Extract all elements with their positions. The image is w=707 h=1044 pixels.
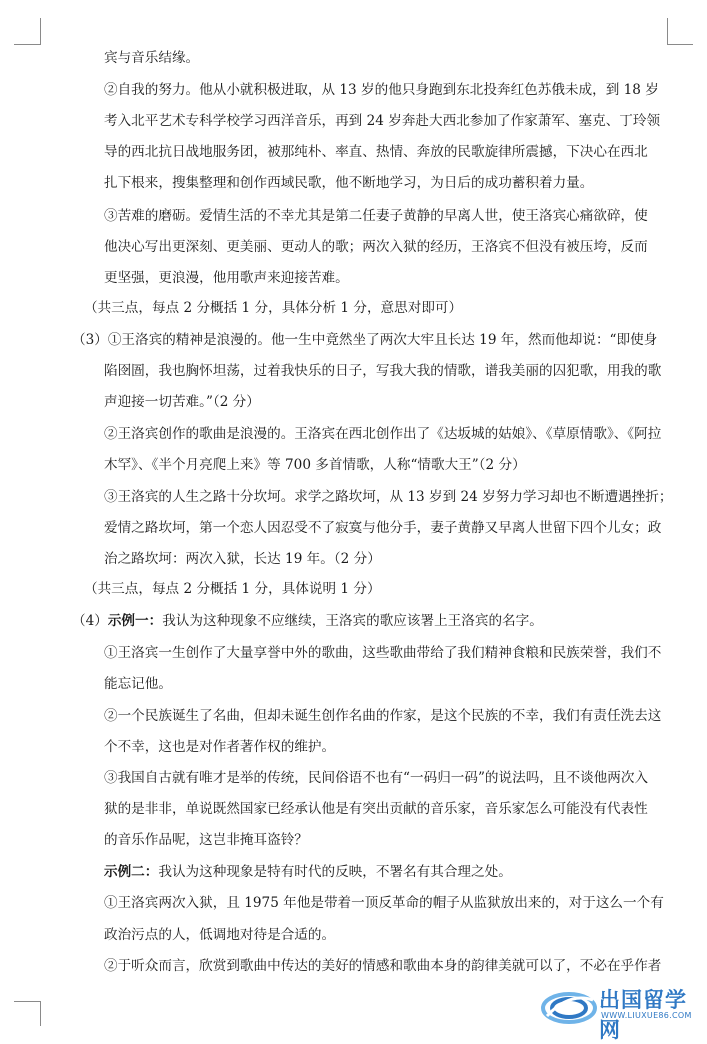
text-line: 的音乐作品呢，这岂非掩耳盗铃？ — [104, 832, 308, 848]
question-number: （4） — [72, 613, 108, 629]
text-line: ②王洛宾创作的歌曲是浪漫的。王洛宾在西北创作出了《达坂城的姑娘》、《草原情歌》、《阿拉 — [104, 426, 662, 442]
crop-mark-top-right-v — [667, 18, 668, 45]
text-line: ②自我的努力。他从小就积极进取，从 13 岁的他只身跑到东北投奔红色苏俄未成，到 18 岁 — [104, 82, 659, 98]
text-line: 扎下根来，搜集整理和创作西域民歌，他不断地学习，为日后的成功蓄积着力量。 — [104, 175, 594, 191]
watermark-url: WWW.LIUXUE86.COM — [601, 1011, 692, 1020]
text-line: 声迎接一切苦难。”（2 分） — [104, 394, 260, 410]
text-line: ①王洛宾两次入狱，且 1975 年他是带着一顶反革命的帽子从监狱放出来的，对于这么一个有 — [104, 895, 664, 911]
globe-swoosh-icon — [541, 986, 597, 1026]
text-line: （3）①王洛宾的精神是浪漫的。他一生中竟然坐了两次大牢且长达 19 年，然而他却说：“即使身 — [72, 332, 658, 348]
crop-mark-top-right-h — [667, 44, 693, 45]
example-thesis: 我认为这种现象不应继续，王洛宾的歌应该署上王洛宾的名字。 — [162, 613, 543, 629]
text-line: ②于听众而言，欣赏到歌曲中传达的美好的情感和歌曲本身的韵律美就可以了，不必在乎作者 — [104, 958, 662, 974]
text-line — [72, 611, 707, 631]
text-line: 他决心写出更深刻、更美丽、更动人的歌；两次入狱的经历，王洛宾不但没有被压垮，反而 — [104, 239, 648, 255]
text-line: ①王洛宾一生创作了大量享誉中外的歌曲，这些歌曲带给了我们精神食粮和民族荣誉，我们不 — [104, 645, 662, 661]
crop-mark-top-left-h — [14, 44, 40, 45]
site-watermark — [541, 984, 705, 1042]
text-line — [104, 862, 707, 882]
text-line: 治之路坎坷：两次入狱，长达 19 年。（2 分） — [104, 551, 381, 567]
example-thesis: 我认为这种现象是特有时代的反映，不署名有其合理之处。 — [158, 864, 512, 880]
example-label: 示例一： — [107, 613, 163, 629]
text-line: （共三点，每点 2 分概括 1 分，具体说明 1 分） — [84, 581, 381, 597]
crop-mark-top-left-v — [40, 18, 41, 45]
text-line: 政治污点的人，低调地对待是合适的。 — [104, 927, 336, 943]
watermark-name: 出国留学网 — [599, 988, 687, 1042]
text-line: ③苦难的磨砺。爱情生活的不幸尤其是第二任妻子黄静的早离人世，使王洛宾心痛欲碎，使 — [104, 208, 648, 224]
text-line: ③王洛宾的人生之路十分坎坷。求学之路坎坷，从 13 岁到 24 岁努力学习却也不断遭遇挫折； — [104, 489, 673, 505]
text-line: 更坚强，更浪漫，他用歌声来迎接苦难。 — [104, 270, 349, 286]
text-line: 能忘记他。 — [104, 676, 172, 692]
crop-mark-bottom-left-v — [40, 1001, 41, 1026]
text-line: 爱情之路坎坷，第一个恋人因忍受不了寂寞与他分手，妻子黄静又早离人世留下四个儿女；政 — [104, 520, 662, 536]
text-line: 考入北平艺术专科学校学习西洋音乐，再到 24 岁奔赴大西北参加了作家萧军、塞克、丁玲领 — [104, 113, 661, 129]
example-label: 示例二： — [104, 864, 159, 880]
text-line: ③我国自古就有唯才是举的传统，民间俗语不也有“一码归一码”的说法吗，且不谈他两次入 — [104, 770, 649, 786]
text-line: 木罕》、《半个月亮爬上来》等 700 多首情歌，人称“情歌大王”（2 分） — [104, 457, 526, 473]
text-line: 个不幸，这也是对作者著作权的维护。 — [104, 739, 336, 755]
text-line: 宾与音乐结缘。 — [104, 50, 200, 66]
text-line: 导的西北抗日战地服务团，被那纯朴、率直、热情、奔放的民歌旋律所震撼，下决心在西北 — [104, 144, 648, 160]
text-line: （共三点，每点 2 分概括 1 分，具体分析 1 分，意思对即可） — [84, 300, 463, 316]
text-line: 陷囹圄，我也胸怀坦荡，过着我快乐的日子，写我大我的情歌，谱我美丽的囚犯歌，用我的歌 — [104, 363, 662, 379]
crop-mark-bottom-left-h — [14, 1001, 40, 1002]
text-line: 狱的是非非，单说既然国家已经承认他是有突出贡献的音乐家，音乐家怎么可能没有代表性 — [104, 801, 648, 817]
text-line: ②一个民族诞生了名曲，但却未诞生创作名曲的作家，是这个民族的不幸，我们有责任洗去这 — [104, 708, 662, 724]
